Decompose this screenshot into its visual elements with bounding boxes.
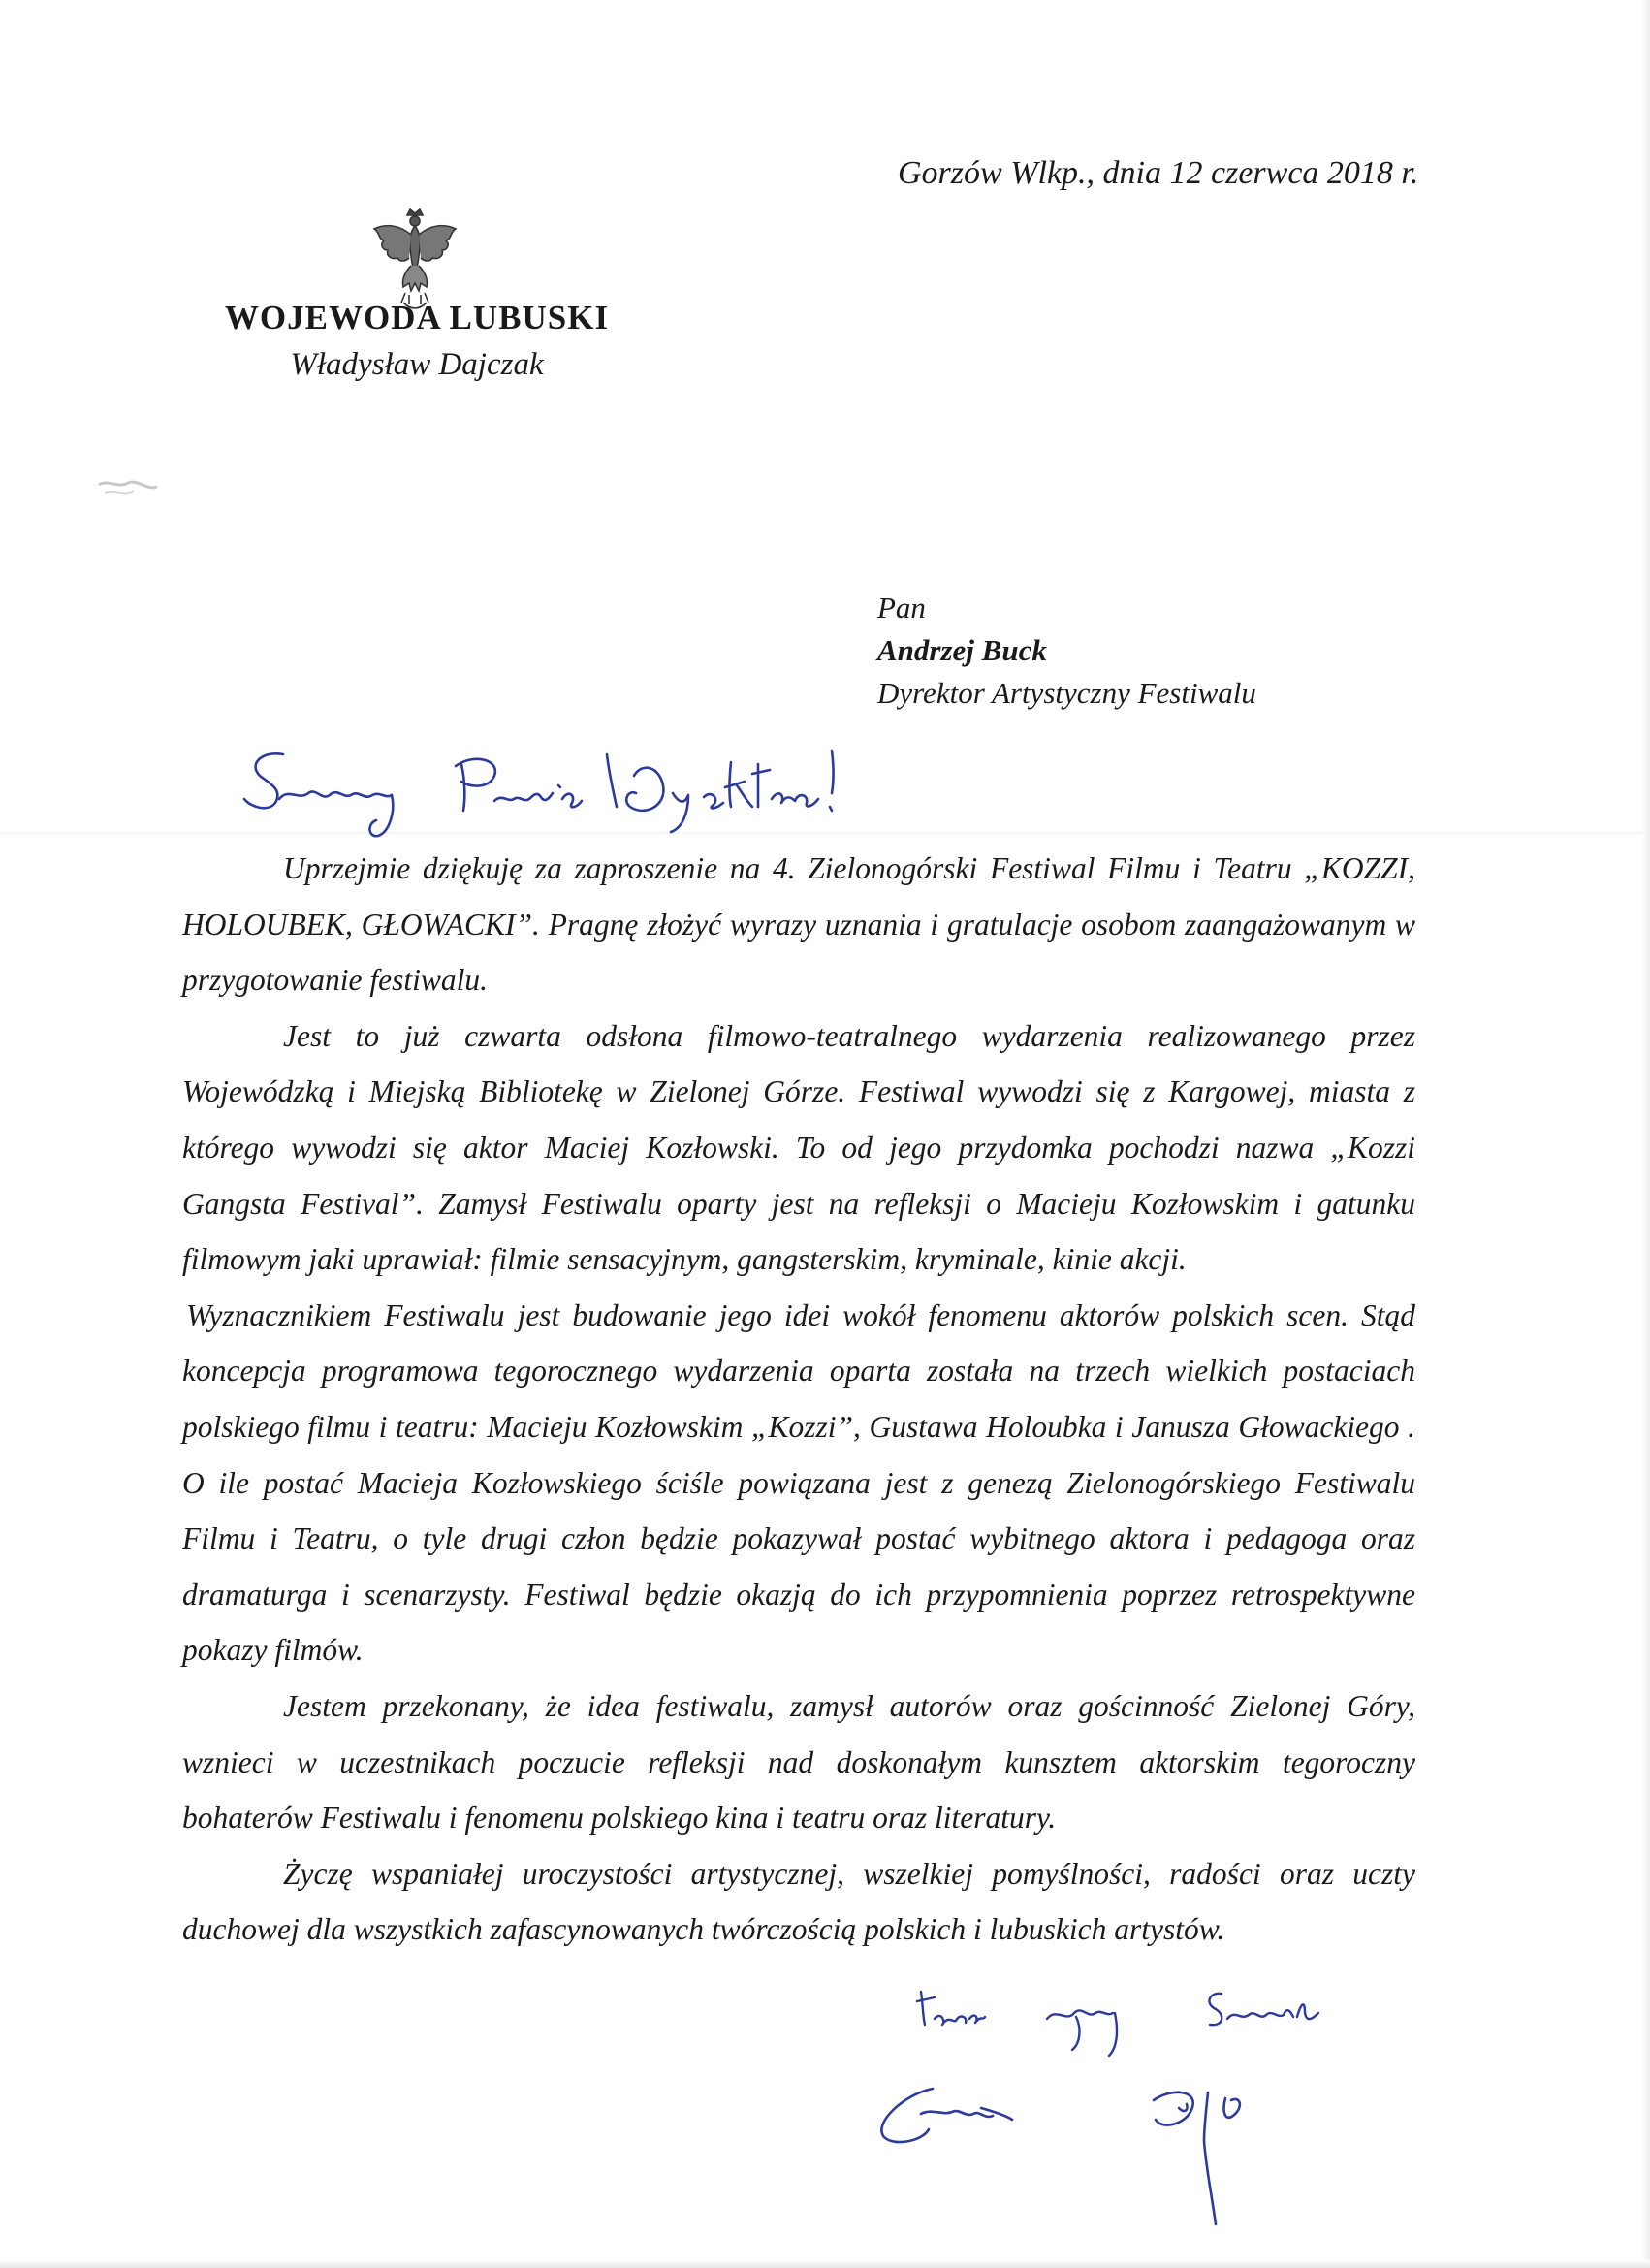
body-paragraph: Życzę wspaniałej uroczystości artystycznej, wszelkiej pomyślności, radości oraz uczty duchowej dla wszystkich zafascynowanych twórczością polskich i lubuskich artystów. bbox=[182, 1856, 1415, 1947]
stamp-smudge bbox=[95, 473, 163, 502]
handwritten-closing bbox=[911, 1984, 1357, 2061]
body-paragraph: Jest to już czwarta odsłona filmowo-teatralnego wydarzenia realizowanego przez Wojewódzką i Miejską Bibliotekę w Zielonej Górze. Festiwal wywodzi się z Kargowej, miasta z którego wywodzi się aktor Maciej Kozłowski. To od jego przydomka pochodzi nazwa „Kozzi Gangsta Festival”. Zamysł Festiwalu oparty jest na refleksji o Macieju Kozłowskim i gatunku filmowym jaki uprawiał: filmie sensacyjnym, gangsterskim, kryminale, kinie akcji. bbox=[182, 1018, 1415, 1277]
handwritten-signature bbox=[865, 2073, 1282, 2230]
handwritten-greeting bbox=[240, 743, 861, 849]
body-paragraph: Uprzejmie dziękuję za zaproszenie na 4. Zielonogórski Festiwal Filmu i Teatru „KOZZI, HOLOUBEK, GŁOWACKI”. Pragnę złożyć wyrazy uznania i gratulacje osobom zaangażowanym w przygotowanie festiwalu. bbox=[182, 851, 1415, 998]
issuer-office: WOJEWODA LUBUSKI bbox=[224, 299, 610, 336]
issuer-name: Władysław Dajczak bbox=[290, 347, 544, 382]
body-paragraph: Jestem przekonany, że idea festiwalu, zamysł autorów oraz gościnność Zielonej Góry, wznieci w uczestnikach poczucie refleksji nad doskonałym kunsztem aktorskim tegoroczny bohaterów Festiwalu i fenomenu polskiego kina i teatru oraz literatury. bbox=[182, 1688, 1415, 1836]
letter-body bbox=[182, 841, 1415, 1958]
body-paragraph: Wyznacznikiem Festiwalu jest budowanie jego idei wokół fenomenu aktorów polskich scen. Stąd koncepcja programowa tegorocznego wydarzenia oparta została na trzech wielkich postaciach polskiego filmu i teatru: Macieju Kozłowskim „Kozzi”, Gustawa Holoubka i Janusza Głowackiego . O ile postać Macieja Kozłowskiego ściśle powiązana jest z genezą Zielonogórskiego Festiwalu Filmu i Teatru, o tyle drugi człon będzie pokazywał postać wybitnego aktora i pedagoga oraz dramaturga i scenarzysty. Festiwal będzie okazją do ich przypomnienia poprzez retrospektywne pokazy filmów. bbox=[182, 1297, 1415, 1668]
paper-edge-bottom bbox=[0, 2260, 1650, 2268]
letter-date: Gorzów Wlkp., dnia 12 czerwca 2018 r. bbox=[898, 155, 1419, 191]
recipient-block bbox=[877, 587, 1420, 715]
recipient-name: Andrzej Buck bbox=[877, 633, 1047, 667]
issuer-block bbox=[145, 299, 688, 383]
recipient-position: Dyrektor Artystyczny Festiwalu bbox=[877, 676, 1256, 710]
paper-edge bbox=[1642, 0, 1650, 2268]
recipient-salutation: Pan bbox=[877, 591, 926, 624]
